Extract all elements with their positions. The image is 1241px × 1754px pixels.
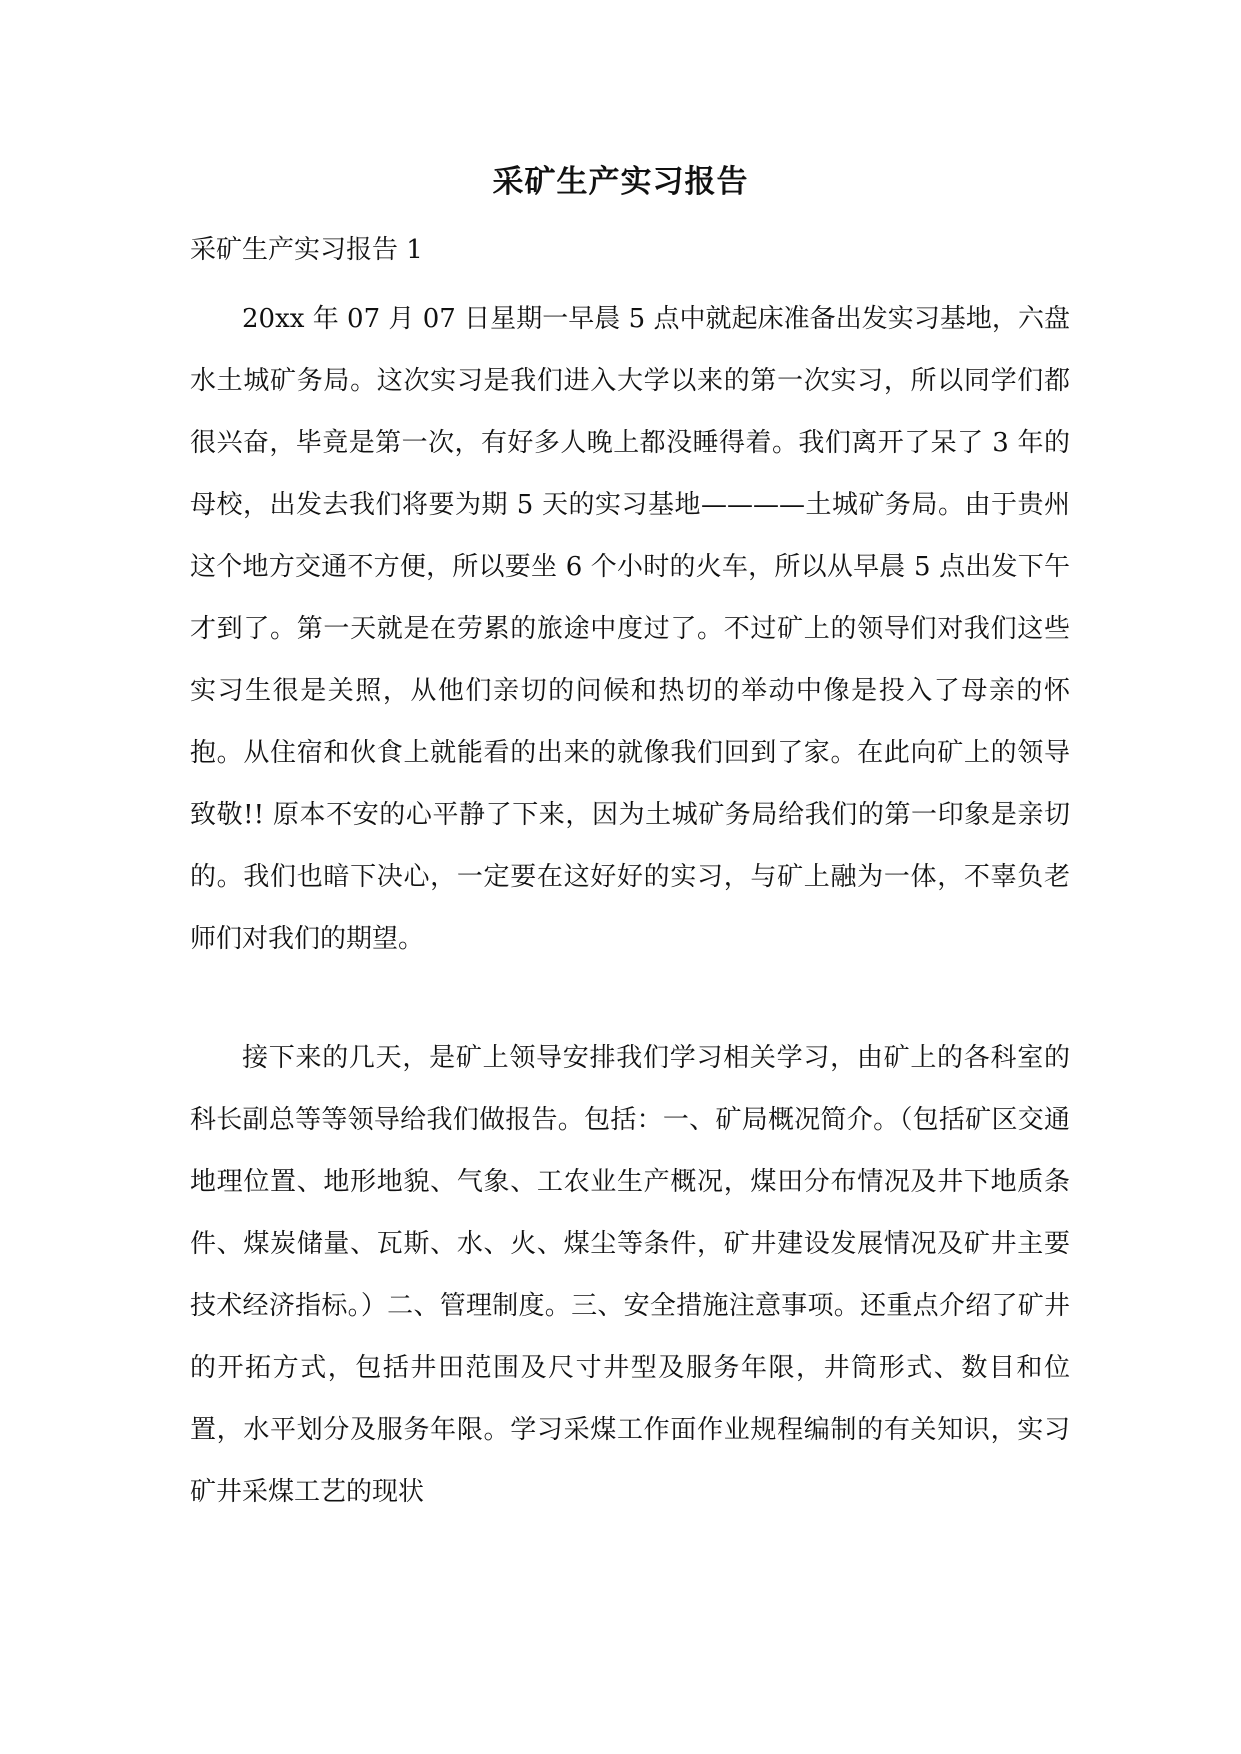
paragraph-1: 20xx 年 07 月 07 日星期一早晨 5 点中就起床准备出发实习基地，六盘水土城矿务局。这次实习是我们进入大学以来的第一次实习，所以同学们都很兴奋，毕竟是第一次，有好多人晚上都没睡得着。我们离开了呆了 3 年的母校，出发去我们将要为期 5 天的实习基地————土城矿务局。由于贵州这个地方交通不方便，所以要坐 6 个小时的火车，所以从早晨 5 点出发下午才到了。第一天就是在劳累的旅途中度过了。不过矿上的领导们对我们这些实习生很是关照，从他们亲切的问候和热切的举动中像是投入了母亲的怀抱。从住宿和伙食上就能看的出来的就像我们回到了家。在此向矿上的领导致敬!! 原本不安的心平静了下来，因为土城矿务局给我们的第一印象是亲切的。我们也暗下决心，一定要在这好好的实习，与矿上融为一体，不辜负老师们对我们的期望。 xyxy=(190,304,1070,954)
paragraph-2: 接下来的几天，是矿上领导安排我们学习相关学习，由矿上的各科室的科长副总等等领导给我们做报告。包括：一、矿局概况简介。（包括矿区交通地理位置、地形地貌、气象、工农业生产概况，煤田分布情况及井下地质条件、煤炭储量、瓦斯、水、火、煤尘等条件，矿井建设发展情况及矿井主要技术经济指标。）二、管理制度。三、安全措施注意事项。还重点介绍了矿井的开拓方式，包括井田范围及尺寸井型及服务年限，井筒形式、数目和位置，水平划分及服务年限。学习采煤工作面作业规程编制的有关知识，实习矿井采煤工艺的现状 xyxy=(190,1043,1070,1507)
document-title: 采矿生产实习报告 xyxy=(492,164,749,200)
section-heading: 采矿生产实习报告 1 xyxy=(190,235,423,265)
